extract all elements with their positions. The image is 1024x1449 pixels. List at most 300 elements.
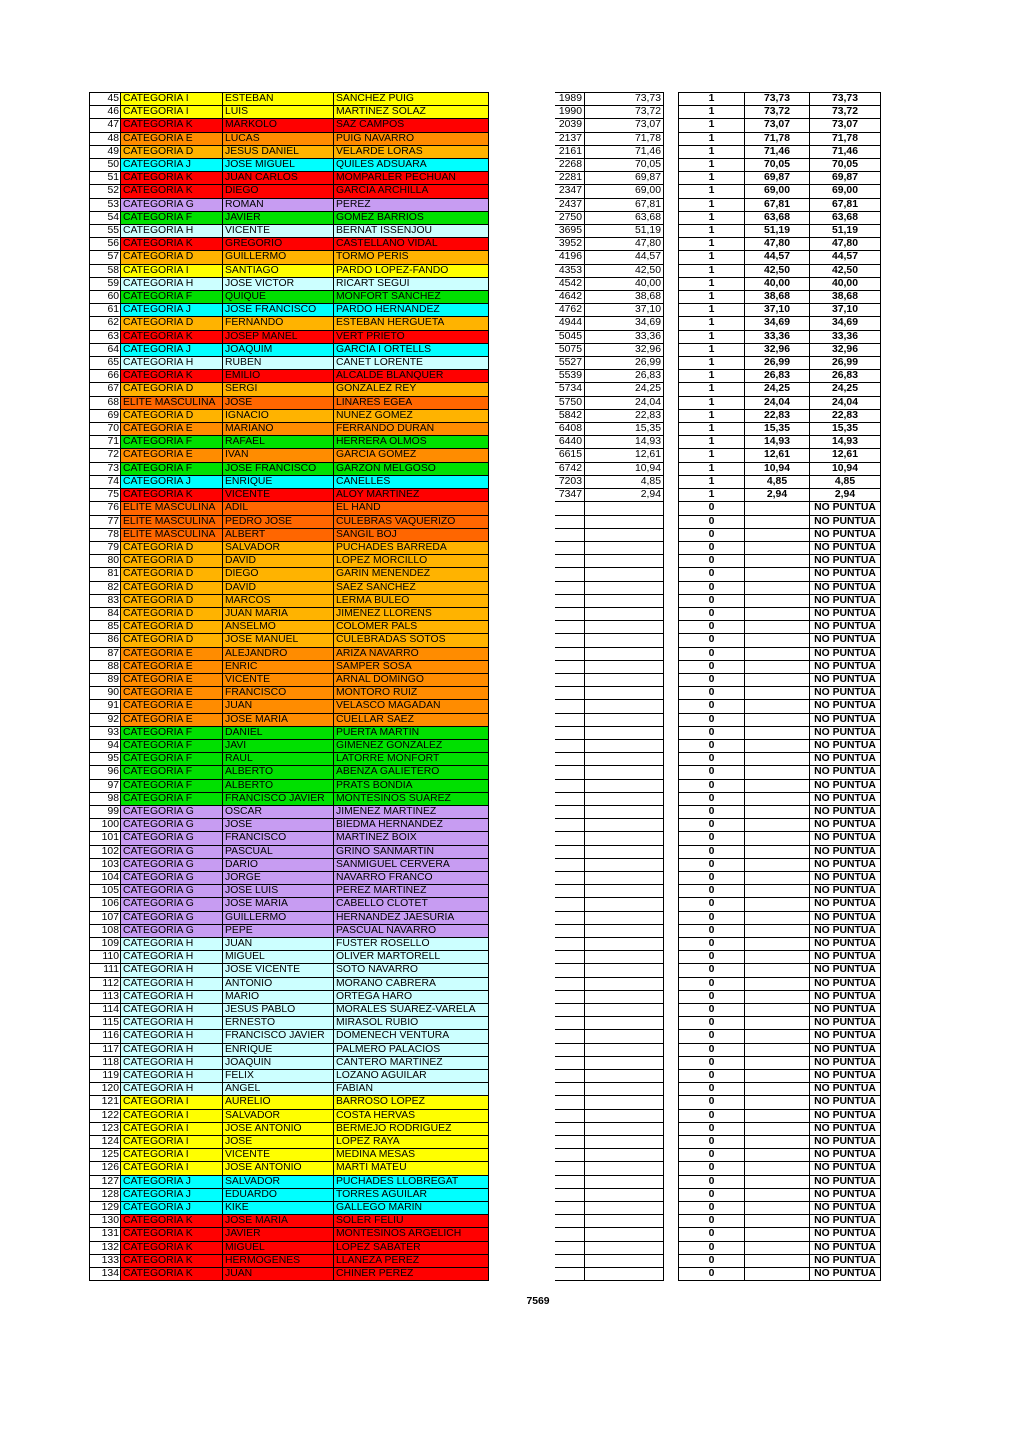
category-cell: CATEGORIA H	[121, 938, 223, 951]
table-row	[90, 753, 664, 766]
first-name-cell: FRANCISCO	[223, 832, 334, 845]
spacer-cell	[489, 330, 555, 343]
spacer-cell	[489, 1254, 555, 1267]
category-cell: CATEGORIA G	[121, 924, 223, 937]
score-cell: 51,19	[745, 225, 810, 238]
points-cell: 37,10	[585, 304, 664, 317]
category-cell: CATEGORIA G	[121, 898, 223, 911]
row-number: 111	[90, 964, 121, 977]
row-number: 109	[90, 938, 121, 951]
surname-cell: GRINO SANMARTIN	[334, 845, 489, 858]
position-cell	[555, 1136, 585, 1149]
table-row	[679, 1175, 881, 1188]
score-cell: 71,78	[745, 132, 810, 145]
row-number: 126	[90, 1162, 121, 1175]
final-score-cell: NO PUNTUA	[810, 502, 881, 515]
total-value: 7569	[526, 1296, 550, 1307]
spacer-cell	[489, 238, 555, 251]
surname-cell: PARDO LOPEZ-FANDO	[334, 264, 489, 277]
score-cell	[745, 673, 810, 686]
table-row	[679, 145, 881, 158]
table-row	[679, 1056, 881, 1069]
count-cell: 1	[679, 106, 745, 119]
spacer-cell	[489, 1017, 555, 1030]
table-row	[90, 1202, 664, 1215]
points-cell: 26,83	[585, 370, 664, 383]
score-cell	[745, 1188, 810, 1201]
surname-cell: GONZALEZ REY	[334, 383, 489, 396]
row-number: 121	[90, 1096, 121, 1109]
position-cell	[555, 845, 585, 858]
surname-cell: PUCHADES LLOBREGAT	[334, 1175, 489, 1188]
row-number: 56	[90, 238, 121, 251]
points-cell	[585, 713, 664, 726]
surname-cell: PALMERO PALACIOS	[334, 1043, 489, 1056]
points-cell: 34,69	[585, 317, 664, 330]
position-cell: 4762	[555, 304, 585, 317]
first-name-cell: VICENTE	[223, 673, 334, 686]
surname-cell: VELARDE LORAS	[334, 145, 489, 158]
position-cell	[555, 1202, 585, 1215]
spacer-cell	[489, 581, 555, 594]
final-score-cell: NO PUNTUA	[810, 660, 881, 673]
final-score-cell: 26,83	[810, 370, 881, 383]
spacer-cell	[489, 541, 555, 554]
final-score-cell: NO PUNTUA	[810, 1017, 881, 1030]
surname-cell: MARTINEZ BOIX	[334, 832, 489, 845]
surname-cell: MARTI MATEU	[334, 1162, 489, 1175]
first-name-cell: IVAN	[223, 449, 334, 462]
final-score-cell: 42,50	[810, 264, 881, 277]
points-cell	[585, 1254, 664, 1267]
category-cell: CATEGORIA G	[121, 198, 223, 211]
count-cell: 0	[679, 607, 745, 620]
category-cell: CATEGORIA I	[121, 1149, 223, 1162]
table-row	[90, 185, 664, 198]
count-cell: 0	[679, 832, 745, 845]
final-score-cell: 69,00	[810, 185, 881, 198]
table-row	[679, 159, 881, 172]
points-cell	[585, 621, 664, 634]
first-name-cell: GUILLERMO	[223, 251, 334, 264]
table-row	[90, 211, 664, 224]
table-row	[679, 1004, 881, 1017]
final-score-cell: NO PUNTUA	[810, 700, 881, 713]
surname-cell: MONTESINOS SUAREZ	[334, 792, 489, 805]
count-cell: 0	[679, 911, 745, 924]
table-row	[679, 607, 881, 620]
final-score-cell: NO PUNTUA	[810, 726, 881, 739]
points-cell: 40,00	[585, 277, 664, 290]
count-cell: 0	[679, 502, 745, 515]
final-score-cell: 10,94	[810, 462, 881, 475]
category-cell: CATEGORIA K	[121, 1268, 223, 1281]
position-cell	[555, 673, 585, 686]
spacer-cell	[489, 1162, 555, 1175]
score-cell	[745, 1215, 810, 1228]
surname-cell: SANGIL BOJ	[334, 528, 489, 541]
final-score-cell: NO PUNTUA	[810, 621, 881, 634]
final-score-cell: 24,25	[810, 383, 881, 396]
category-cell: CATEGORIA H	[121, 990, 223, 1003]
position-cell	[555, 1254, 585, 1267]
table-row	[679, 502, 881, 515]
count-cell: 0	[679, 779, 745, 792]
points-cell	[585, 753, 664, 766]
table-row	[679, 1202, 881, 1215]
count-cell: 1	[679, 145, 745, 158]
spacer-cell	[489, 119, 555, 132]
position-cell	[555, 594, 585, 607]
table-row	[90, 687, 664, 700]
table-row	[679, 1109, 881, 1122]
count-cell: 0	[679, 898, 745, 911]
final-score-cell: NO PUNTUA	[810, 1162, 881, 1175]
position-cell: 5750	[555, 396, 585, 409]
points-cell	[585, 858, 664, 871]
category-cell: CATEGORIA K	[121, 489, 223, 502]
surname-cell: TORRES AGUILAR	[334, 1188, 489, 1201]
table-row	[679, 568, 881, 581]
count-cell: 0	[679, 845, 745, 858]
table-row	[679, 515, 881, 528]
table-row	[90, 964, 664, 977]
table-row	[679, 198, 881, 211]
table-row	[679, 621, 881, 634]
final-score-cell: NO PUNTUA	[810, 607, 881, 620]
spacer-cell	[489, 357, 555, 370]
count-cell: 1	[679, 238, 745, 251]
surname-cell: MONTORO RUIZ	[334, 687, 489, 700]
surname-cell: PARDO HERNANDEZ	[334, 304, 489, 317]
surname-cell: ARIZA NAVARRO	[334, 647, 489, 660]
row-number: 124	[90, 1136, 121, 1149]
surname-cell: SOTO NAVARRO	[334, 964, 489, 977]
category-cell: CATEGORIA F	[121, 753, 223, 766]
score-cell	[745, 1043, 810, 1056]
count-cell: 0	[679, 1215, 745, 1228]
row-number: 71	[90, 436, 121, 449]
row-number: 79	[90, 541, 121, 554]
spacer-cell	[489, 172, 555, 185]
row-number: 97	[90, 779, 121, 792]
first-name-cell: ESTEBAN	[223, 93, 334, 106]
row-number: 94	[90, 739, 121, 752]
position-cell: 6440	[555, 436, 585, 449]
row-number: 83	[90, 594, 121, 607]
first-name-cell: ANGEL	[223, 1083, 334, 1096]
row-number: 128	[90, 1188, 121, 1201]
table-row	[679, 304, 881, 317]
spacer-cell	[489, 277, 555, 290]
position-cell	[555, 713, 585, 726]
position-cell	[555, 766, 585, 779]
count-cell: 1	[679, 198, 745, 211]
points-cell: 4,85	[585, 475, 664, 488]
points-cell	[585, 951, 664, 964]
table-row	[90, 555, 664, 568]
count-cell: 0	[679, 1109, 745, 1122]
spacer-cell	[489, 343, 555, 356]
spacer-cell	[489, 1202, 555, 1215]
category-cell: CATEGORIA K	[121, 1215, 223, 1228]
final-score-cell: NO PUNTUA	[810, 1096, 881, 1109]
points-cell	[585, 1070, 664, 1083]
spacer-cell	[489, 871, 555, 884]
count-cell: 1	[679, 132, 745, 145]
category-cell: CATEGORIA H	[121, 225, 223, 238]
score-cell	[745, 1070, 810, 1083]
surname-cell: JIMENEZ LLORENS	[334, 607, 489, 620]
row-number: 60	[90, 291, 121, 304]
position-cell: 6408	[555, 423, 585, 436]
table-row	[679, 673, 881, 686]
table-row	[679, 172, 881, 185]
table-row	[90, 489, 664, 502]
final-score-cell: 67,81	[810, 198, 881, 211]
count-cell: 0	[679, 541, 745, 554]
spacer-cell	[489, 739, 555, 752]
count-cell: 1	[679, 93, 745, 106]
points-cell: 51,19	[585, 225, 664, 238]
score-cell	[745, 753, 810, 766]
score-cell	[745, 541, 810, 554]
points-cell	[585, 581, 664, 594]
row-number: 99	[90, 805, 121, 818]
first-name-cell: PEPE	[223, 924, 334, 937]
table-row	[679, 1149, 881, 1162]
category-cell: CATEGORIA J	[121, 475, 223, 488]
count-cell: 0	[679, 1241, 745, 1254]
points-cell	[585, 647, 664, 660]
category-cell: CATEGORIA K	[121, 119, 223, 132]
first-name-cell: ERNESTO	[223, 1017, 334, 1030]
score-cell: 12,61	[745, 449, 810, 462]
final-score-cell: 73,73	[810, 93, 881, 106]
count-cell: 0	[679, 1136, 745, 1149]
final-score-cell: NO PUNTUA	[810, 555, 881, 568]
points-cell: 10,94	[585, 462, 664, 475]
spacer-cell	[489, 185, 555, 198]
position-cell: 5842	[555, 409, 585, 422]
points-cell: 24,25	[585, 383, 664, 396]
score-cell: 42,50	[745, 264, 810, 277]
table-row	[90, 924, 664, 937]
spacer-cell	[489, 660, 555, 673]
position-cell	[555, 1149, 585, 1162]
points-cell: 15,35	[585, 423, 664, 436]
final-score-cell: NO PUNTUA	[810, 779, 881, 792]
spacer-cell	[489, 198, 555, 211]
points-cell	[585, 1136, 664, 1149]
category-cell: ELITE MASCULINA	[121, 396, 223, 409]
first-name-cell: ROMAN	[223, 198, 334, 211]
row-number: 100	[90, 819, 121, 832]
table-row	[90, 621, 664, 634]
row-number: 122	[90, 1109, 121, 1122]
first-name-cell: SALVADOR	[223, 1175, 334, 1188]
position-cell	[555, 502, 585, 515]
table-row	[90, 436, 664, 449]
row-number: 98	[90, 792, 121, 805]
position-cell: 5539	[555, 370, 585, 383]
row-number: 88	[90, 660, 121, 673]
surname-cell: CANET LORENTE	[334, 357, 489, 370]
table-row	[90, 541, 664, 554]
surname-cell: CANTERO MARTINEZ	[334, 1056, 489, 1069]
spacer-cell	[489, 317, 555, 330]
points-cell: 67,81	[585, 198, 664, 211]
row-number: 45	[90, 93, 121, 106]
score-cell	[745, 726, 810, 739]
points-cell	[585, 568, 664, 581]
count-cell: 0	[679, 977, 745, 990]
table-row	[90, 238, 664, 251]
position-cell	[555, 951, 585, 964]
surname-cell: FERRANDO DURAN	[334, 423, 489, 436]
surname-cell: NAVARRO FRANCO	[334, 871, 489, 884]
points-cell	[585, 871, 664, 884]
position-cell	[555, 581, 585, 594]
position-cell: 1989	[555, 93, 585, 106]
table-row	[90, 660, 664, 673]
points-cell	[585, 885, 664, 898]
row-number: 73	[90, 462, 121, 475]
score-cell	[745, 1109, 810, 1122]
table-row	[90, 805, 664, 818]
row-number: 129	[90, 1202, 121, 1215]
surname-cell: FUSTER ROSELLO	[334, 938, 489, 951]
position-cell: 6615	[555, 449, 585, 462]
count-cell: 1	[679, 304, 745, 317]
count-cell: 0	[679, 819, 745, 832]
row-number: 77	[90, 515, 121, 528]
final-score-cell: NO PUNTUA	[810, 687, 881, 700]
first-name-cell: JUAN	[223, 938, 334, 951]
final-score-cell: NO PUNTUA	[810, 845, 881, 858]
spacer-cell	[489, 396, 555, 409]
surname-cell: CUELLAR SAEZ	[334, 713, 489, 726]
surname-cell: OLIVER MARTORELL	[334, 951, 489, 964]
points-cell	[585, 1162, 664, 1175]
table-row	[679, 1228, 881, 1241]
table-row	[679, 423, 881, 436]
first-name-cell: PEDRO JOSE	[223, 515, 334, 528]
first-name-cell: FRANCISCO JAVIER	[223, 792, 334, 805]
final-score-cell: NO PUNTUA	[810, 792, 881, 805]
points-cell	[585, 555, 664, 568]
final-score-cell: NO PUNTUA	[810, 964, 881, 977]
surname-cell: JIMENEZ MARTINEZ	[334, 805, 489, 818]
surname-cell: PEREZ	[334, 198, 489, 211]
count-cell: 1	[679, 462, 745, 475]
row-number: 74	[90, 475, 121, 488]
surname-cell: RICART SEGUI	[334, 277, 489, 290]
final-score-cell: NO PUNTUA	[810, 1136, 881, 1149]
position-cell	[555, 1122, 585, 1135]
points-cell	[585, 1083, 664, 1096]
table-row	[90, 1030, 664, 1043]
category-cell: CATEGORIA G	[121, 911, 223, 924]
first-name-cell: IGNACIO	[223, 409, 334, 422]
row-number: 120	[90, 1083, 121, 1096]
row-number: 86	[90, 634, 121, 647]
table-row	[90, 1268, 664, 1281]
count-cell: 0	[679, 766, 745, 779]
score-cell	[745, 1056, 810, 1069]
position-cell	[555, 805, 585, 818]
category-cell: CATEGORIA G	[121, 871, 223, 884]
table-row	[679, 343, 881, 356]
category-cell: CATEGORIA H	[121, 977, 223, 990]
position-cell	[555, 726, 585, 739]
table-row	[90, 1070, 664, 1083]
table-row	[679, 475, 881, 488]
position-cell	[555, 977, 585, 990]
table-row	[90, 1122, 664, 1135]
table-row	[679, 238, 881, 251]
first-name-cell: ENRIC	[223, 660, 334, 673]
count-cell: 0	[679, 1004, 745, 1017]
spacer-cell	[489, 885, 555, 898]
table-row	[90, 145, 664, 158]
first-name-cell: MARIO	[223, 990, 334, 1003]
table-row	[90, 1109, 664, 1122]
score-cell: 10,94	[745, 462, 810, 475]
category-cell: CATEGORIA H	[121, 1030, 223, 1043]
spacer-cell	[489, 990, 555, 1003]
row-number: 114	[90, 1004, 121, 1017]
surname-cell: SAZ CAMPOS	[334, 119, 489, 132]
table-row	[679, 1096, 881, 1109]
score-cell: 4,85	[745, 475, 810, 488]
final-score-cell: NO PUNTUA	[810, 1070, 881, 1083]
spacer-cell	[489, 1122, 555, 1135]
row-number: 93	[90, 726, 121, 739]
first-name-cell: EMILIO	[223, 370, 334, 383]
row-number: 57	[90, 251, 121, 264]
points-cell	[585, 1056, 664, 1069]
count-cell: 0	[679, 924, 745, 937]
table-row	[679, 317, 881, 330]
table-row	[90, 990, 664, 1003]
score-cell: 26,83	[745, 370, 810, 383]
spacer-cell	[489, 462, 555, 475]
score-cell	[745, 990, 810, 1003]
position-cell: 5527	[555, 357, 585, 370]
first-name-cell: VICENTE	[223, 1149, 334, 1162]
count-cell: 1	[679, 225, 745, 238]
first-name-cell: SANTIAGO	[223, 264, 334, 277]
table-row	[679, 964, 881, 977]
table-row	[679, 634, 881, 647]
count-cell: 0	[679, 687, 745, 700]
table-row	[679, 871, 881, 884]
table-row	[90, 1149, 664, 1162]
final-score-cell: 69,87	[810, 172, 881, 185]
points-cell	[585, 819, 664, 832]
score-cell	[745, 607, 810, 620]
position-cell: 7347	[555, 489, 585, 502]
surname-cell: ESTEBAN HERGUETA	[334, 317, 489, 330]
count-cell: 0	[679, 528, 745, 541]
points-cell: 73,72	[585, 106, 664, 119]
score-cell: 2,94	[745, 489, 810, 502]
spacer-cell	[489, 687, 555, 700]
row-number: 107	[90, 911, 121, 924]
final-score-cell: NO PUNTUA	[810, 819, 881, 832]
surname-cell: LINARES EGEA	[334, 396, 489, 409]
